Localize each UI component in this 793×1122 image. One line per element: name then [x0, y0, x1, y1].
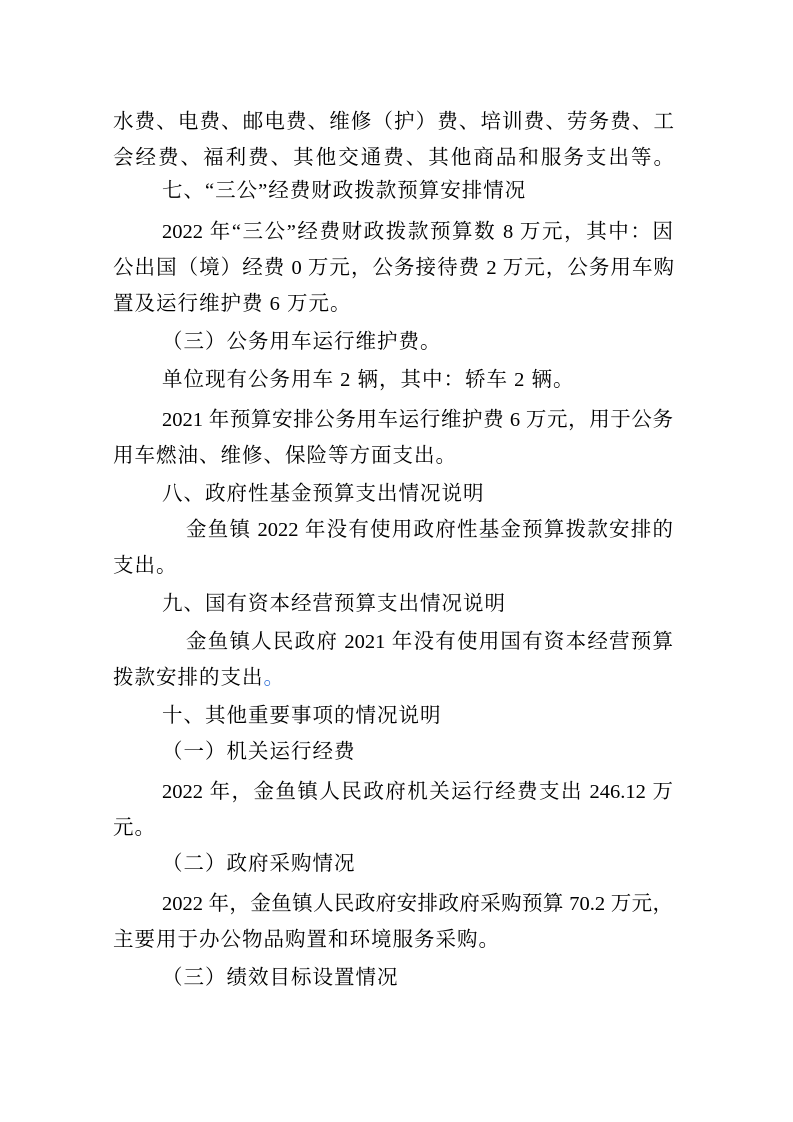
section-heading-other-matters: 十、其他重要事项的情况说明 — [162, 705, 442, 727]
body-text-line: 2021 年预算安排公务用车运行维护费 6 万元，用于公务 — [162, 409, 673, 431]
body-text-line — [113, 665, 285, 691]
body-text-line: 会经费、福利费、其他交通费、其他商品和服务支出等。 — [113, 147, 674, 169]
body-text-line: 水费、电费、邮电费、维修（护）费、培训费、劳务费、工 — [113, 111, 674, 133]
body-text-fragment: 拨款安排的支出 — [113, 667, 264, 689]
subsection-heading-vehicle-maintenance: （三）公务用车运行维护费。 — [162, 331, 442, 353]
body-text-line: 元。 — [113, 817, 156, 839]
subsection-heading-procurement: （二）政府采购情况 — [162, 853, 356, 875]
body-text-line: 2022 年，金鱼镇人民政府安排政府采购预算 70.2 万元， — [162, 893, 673, 915]
body-text-line: 金鱼镇 2022 年没有使用政府性基金预算拨款安排的 — [186, 519, 673, 541]
blue-period-mark: 。 — [263, 667, 285, 689]
body-text-line: 2022 年，金鱼镇人民政府机关运行经费支出 246.12 万 — [162, 781, 673, 803]
body-text-line: 置及运行维护费 6 万元。 — [113, 293, 352, 315]
body-text-line: 单位现有公务用车 2 辆，其中：轿车 2 辆。 — [162, 369, 575, 391]
body-text-line: 金鱼镇人民政府 2021 年没有使用国有资本经营预算 — [186, 631, 673, 653]
section-heading-three-public-funds: 七、“三公”经费财政拨款预算安排情况 — [162, 180, 527, 202]
body-text-line: 支出。 — [113, 555, 178, 577]
body-text-line: 公出国（境）经费 0 万元，公务接待费 2 万元，公务用车购 — [113, 257, 674, 279]
body-text-line: 2022 年“三公”经费财政拨款预算数 8 万元，其中：因 — [162, 221, 673, 243]
section-heading-state-capital: 九、国有资本经营预算支出情况说明 — [162, 593, 506, 615]
body-text-line: 用车燃油、维修、保险等方面支出。 — [113, 445, 457, 467]
subsection-heading-performance-goals: （三）绩效目标设置情况 — [162, 967, 399, 989]
subsection-heading-operating-costs: （一）机关运行经费 — [162, 741, 356, 763]
section-heading-government-fund: 八、政府性基金预算支出情况说明 — [162, 483, 485, 505]
body-text-line: 主要用于办公物品购置和环境服务采购。 — [113, 929, 500, 951]
